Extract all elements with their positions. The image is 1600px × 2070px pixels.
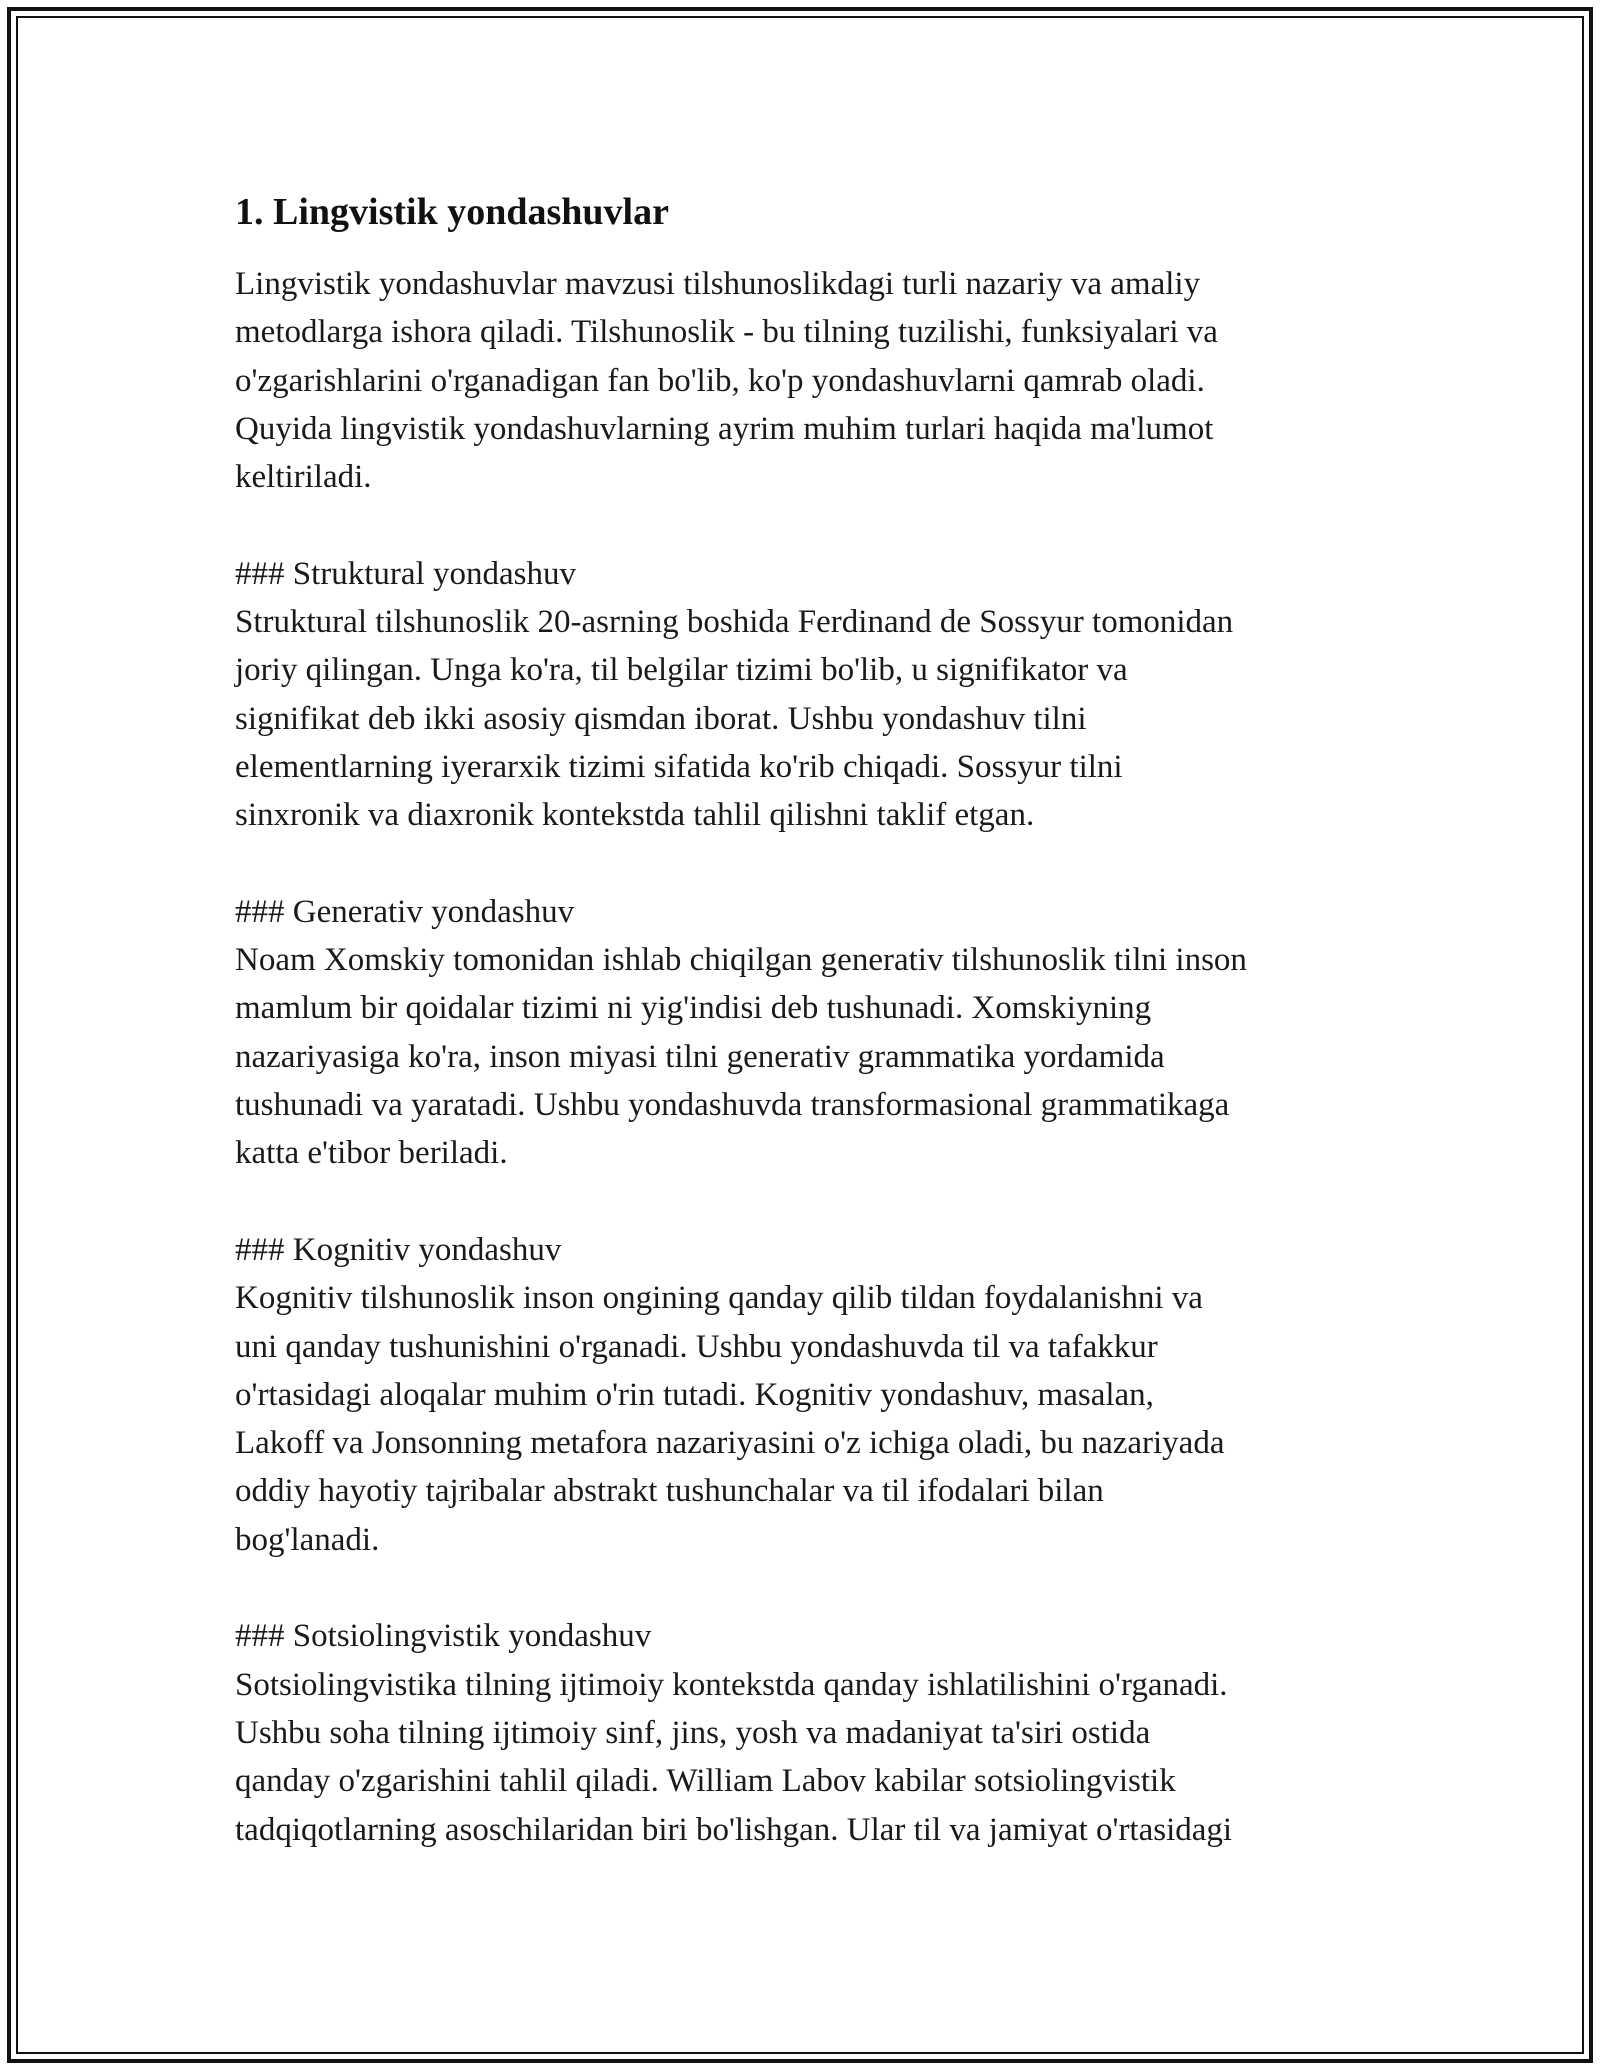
section-body: Struktural tilshunoslik 20-asrning boshida Ferdinand de Sossyur tomonidan joriy qilingan. Unga ko'ra, til belgilar tizimi bo'lib, u signifikator va signifikat deb ikki asosiy qismdan iborat. Ushbu yondashuv tilni elementlarning iyerarxik tizimi sifatida ko'rib chiqadi. Sossyur tilni sinxronik va diaxronik kontekstda tahlil qilishni taklif etgan. <box>235 604 1234 834</box>
section-sotsiolingvistik <box>235 1612 1385 1853</box>
section-generativ <box>235 888 1385 1178</box>
document-page <box>235 188 1385 1854</box>
section-kognitiv <box>235 1226 1385 1564</box>
section-body: Noam Xomskiy tomonidan ishlab chiqilgan generativ tilshunoslik tilni inson mamlum bir qoidalar tizimi ni yig'indisi deb tushunadi. Xomskiyning nazariyasiga ko'ra, inson miyasi tilni generativ grammatika yordamida tushunadi va yaratadi. Ushbu yondashuvda transformasional grammatikaga katta e'tibor beriladi. <box>235 942 1247 1172</box>
section-struktural <box>235 550 1385 840</box>
document-title: 1. Lingvistik yondashuvlar <box>235 191 669 233</box>
section-heading: ### Sotsiolingvistik yondashuv <box>235 1618 652 1655</box>
intro-paragraph: Lingvistik yondashuvlar mavzusi tilshunoslikdagi turli nazariy va amaliy metodlarga ishora qiladi. Tilshunoslik - bu tilning tuzilishi, funksiyalari va o'zgarishlarini o'rganadigan fan bo'lib, ko'p yondashuvlarni qamrab oladi. Quyida lingvistik yondashuvlarning ayrim muhim turlari haqida ma'lumot keltiriladi. <box>235 266 1218 496</box>
section-heading: ### Kognitiv yondashuv <box>235 1231 562 1268</box>
section-body: Kognitiv tilshunoslik inson ongining qanday qilib tildan foydalanishni va uni qanday tushunishini o'rganadi. Ushbu yondashuvda til va tafakkur o'rtasidagi aloqalar muhim o'rin tutadi. Kognitiv yondashuv, masalan, Lakoff va Jonsonning metafora nazariyasini o'z ichiga oladi, bu nazariyada oddiy hayotiy tajribalar abstrakt tushunchalar va til ifodalari bilan bog'lanadi. <box>235 1280 1225 1558</box>
section-body: Sotsiolingvistika tilning ijtimoiy kontekstda qanday ishlatilishini o'rganadi. Ushbu soha tilning ijtimoiy sinf, jins, yosh va madaniyat ta'siri ostida qanday o'zgarishini tahlil qiladi. William Labov kabilar sotsiolingvistik tadqiqotlarning asoschilaridan biri bo'lishgan. Ular til va jamiyat o'rtasidagi <box>235 1666 1233 1848</box>
section-heading: ### Generativ yondashuv <box>235 893 575 930</box>
section-heading: ### Struktural yondashuv <box>235 555 576 592</box>
